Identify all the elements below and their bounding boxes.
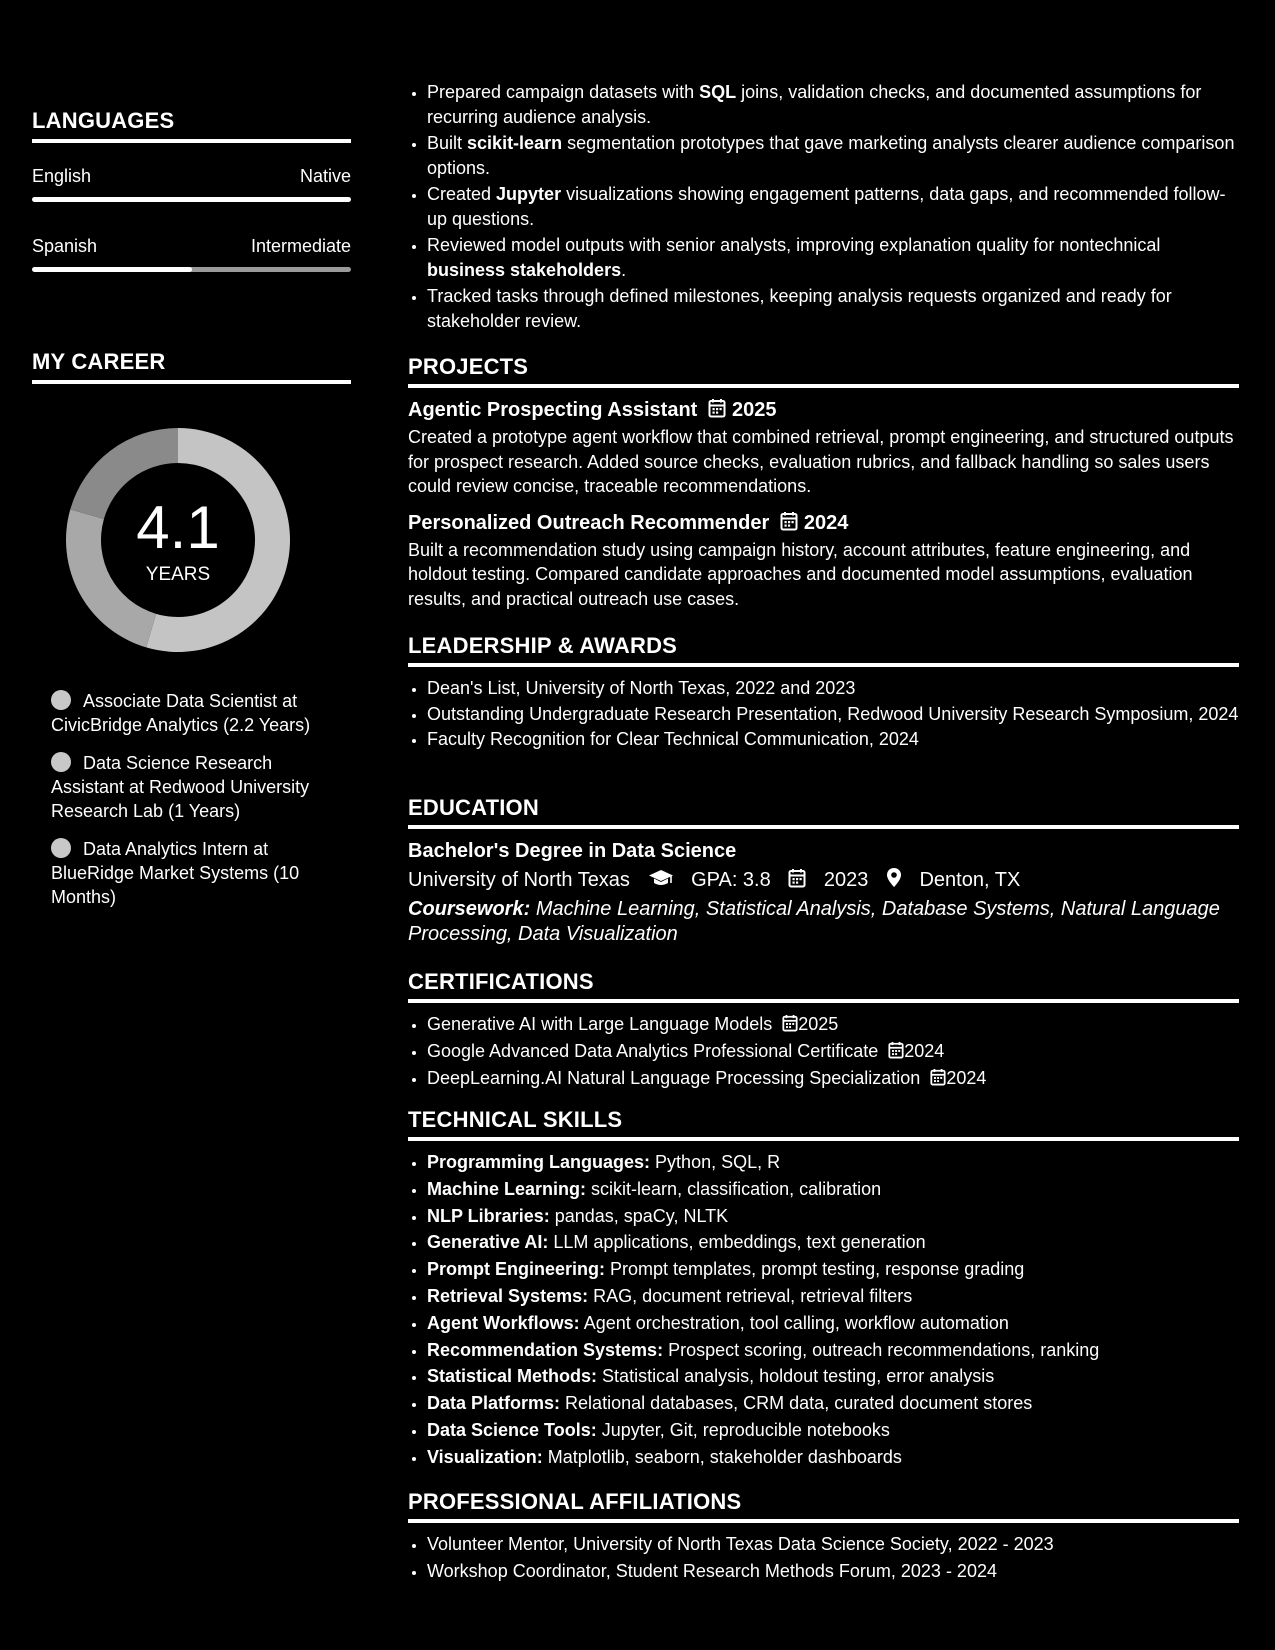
experience-bullet: • Built scikit-learn segmentation prototypes that gave marketing analysts clearer audience comparison options. [427,131,1239,180]
skill-item [427,1256,1239,1283]
project-title-line [408,508,1239,538]
skills-list [408,1149,1239,1471]
skill-item [427,1417,1239,1444]
skill-item [427,1149,1239,1176]
calendar-icon [930,1068,946,1086]
language-name: Spanish [32,236,98,256]
skill-value: LLM applications, embeddings, text generation [553,1232,926,1253]
project-year: 2025 [732,399,777,421]
skill-value: Python, SQL, R [655,1152,781,1172]
career-item [51,751,341,823]
skill-value: Jupyter, Git, reproducible notebooks [601,1419,890,1440]
skill-label: Visualization: [427,1446,543,1467]
coursework-label: Coursework: [408,898,531,920]
skill-value: pandas, spaCy, NLTK [554,1205,729,1226]
certification-item: • DeepLearning.AI Natural Language Processing Specialization 2024 [427,1065,1239,1092]
location: Denton, TX [919,869,1021,891]
education-details [408,865,1239,895]
skill-item [427,1310,1239,1337]
certification-item: • Generative AI with Large Language Models 2025 [427,1011,1239,1038]
gpa: GPA: 3.8 [691,869,771,891]
project-title: Personalized Outreach Recommender [408,511,770,534]
skill-label: Data Platforms: [427,1393,561,1414]
calendar-icon [888,1041,904,1059]
affiliations-heading: PROFESSIONAL AFFILIATIONS [408,1489,1239,1523]
skill-label: Generative AI: [427,1232,549,1253]
skill-value: Statistical analysis, holdout testing, error analysis [602,1366,995,1387]
degree-title: Bachelor's Degree in Data Science [408,840,737,862]
language-row-english [32,166,351,187]
career-item-text: Data Science Research Assistant at Redwood University Research Lab (1 Years) [51,753,310,821]
skill-value: Agent orchestration, tool calling, workflow automation [583,1312,1009,1333]
skill-label: Prompt Engineering: [427,1259,606,1280]
language-row-spanish [32,236,351,257]
career-dot-icon [51,690,71,710]
language-proficiency-fill [32,197,351,202]
certifications-section [408,969,1239,1091]
skill-item [427,1444,1239,1471]
career-heading: MY CAREER [32,349,351,384]
career-item-text: Associate Data Scientist at CivicBridge Analytics (2.2 Years) [51,691,311,735]
affiliation-item: • Volunteer Mentor, University of North Texas Data Science Society, 2022 - 2023 [427,1531,1239,1558]
skill-item [427,1363,1239,1390]
projects-section [408,354,1239,611]
skill-label: Programming Languages: [427,1152,651,1172]
calendar-icon [782,1014,798,1032]
project-description: Created a prototype agent workflow that combined retrieval, prompt engineering, and structured outputs for prospect research. Added source checks, evaluation rubrics, and fallback handling so sales users could review concise, traceable recommendations. [408,427,1234,496]
skill-item [427,1283,1239,1310]
career-dot-icon [51,752,71,772]
skill-value: scikit-learn, classification, calibration [591,1178,882,1199]
skill-item [427,1337,1239,1364]
language-level: Intermediate [250,236,351,256]
skill-label: Machine Learning: [427,1178,587,1199]
career-item [51,689,341,737]
skill-value: Relational databases, CRM data, curated document stores [565,1393,1033,1414]
skill-label: NLP Libraries: [427,1205,550,1226]
career-total-unit: YEARS [145,564,211,585]
project-title: Agentic Prospecting Assistant [408,399,698,421]
skill-item [427,1176,1239,1203]
graduation-year: 2023 [823,869,869,891]
language-proficiency-bar [32,197,351,202]
skills-heading: TECHNICAL SKILLS [408,1107,1239,1141]
experience-bullets [408,80,1239,333]
experience-bullet: • Created Jupyter visualizations showing engagement patterns, data gaps, and recommended follow-up questions. [427,182,1239,231]
project-description: Built a recommendation study using campaign history, account attributes, feature engineering, and holdout testing. Compared candidate approaches and documented model assumptions, evaluation results, and practical outreach use cases. [408,539,1193,609]
experience-bullet: • Prepared campaign datasets with SQL joins, validation checks, and documented assumptions for recurring audience analysis. [427,80,1239,129]
skill-item [427,1203,1239,1230]
language-name: English [32,166,92,186]
skill-item [427,1390,1239,1417]
skill-value: Prospect scoring, outreach recommendations, ranking [668,1339,1100,1360]
education-section [408,795,1239,946]
school-name: University of North Texas [408,869,630,891]
calendar-icon [788,868,806,888]
career-total-value: 4.1 [136,494,220,561]
skill-label: Agent Workflows: [427,1312,580,1333]
leadership-item: • Dean's List, University of North Texas, 2022 and 2023 [427,675,1239,702]
calendar-icon [780,511,798,531]
career-dot-icon [51,838,71,858]
graduation-cap-icon [648,868,674,888]
affiliation-item: • Workshop Coordinator, Student Research Methods Forum, 2023 - 2024 [427,1558,1239,1585]
skill-value: RAG, document retrieval, retrieval filters [593,1285,913,1306]
languages-heading: LANGUAGES [32,108,351,143]
education-heading: EDUCATION [408,795,1239,829]
experience-bullet: • Reviewed model outputs with senior analysts, improving explanation quality for nontechnical business stakeholders. [427,233,1239,282]
skill-value: Prompt templates, prompt testing, response grading [610,1259,1025,1280]
experience-bullet: • Tracked tasks through defined milestones, keeping analysis requests organized and ready for stakeholder review. [427,284,1239,333]
career-item-text: Data Analytics Intern at BlueRidge Market Systems (10 Months) [51,839,300,907]
leadership-item: • Faculty Recognition for Clear Technical Communication, 2024 [427,726,1239,753]
skill-label: Data Science Tools: [427,1419,597,1440]
projects-heading: PROJECTS [408,354,1239,388]
project-year: 2024 [803,511,849,534]
skill-value: Matplotlib, seaborn, stakeholder dashboards [547,1446,902,1467]
certification-item: • Google Advanced Data Analytics Professional Certificate 2024 [427,1038,1239,1065]
skills-section [408,1107,1239,1471]
skill-label: Recommendation Systems: [427,1339,664,1360]
language-proficiency-bar [32,267,351,272]
leadership-item: • Outstanding Undergraduate Research Presentation, Redwood University Research Symposium, 2024 [427,702,1239,727]
affiliations-section [408,1489,1239,1585]
career-item [51,837,341,909]
coursework-list: Machine Learning, Statistical Analysis, Database Systems, Natural Language Processing, Data Visualization [408,898,1220,945]
location-pin-icon [886,867,902,888]
language-proficiency-fill [32,267,192,272]
calendar-icon [708,398,726,418]
skill-label: Statistical Methods: [427,1366,598,1387]
leadership-section [408,633,1239,753]
coursework [408,897,1239,946]
skill-label: Retrieval Systems: [427,1285,589,1306]
skill-item [427,1229,1239,1256]
project-title-line [408,395,1239,425]
certifications-heading: CERTIFICATIONS [408,969,1239,1003]
language-level: Native [299,166,351,186]
leadership-heading: LEADERSHIP & AWARDS [408,633,1239,667]
